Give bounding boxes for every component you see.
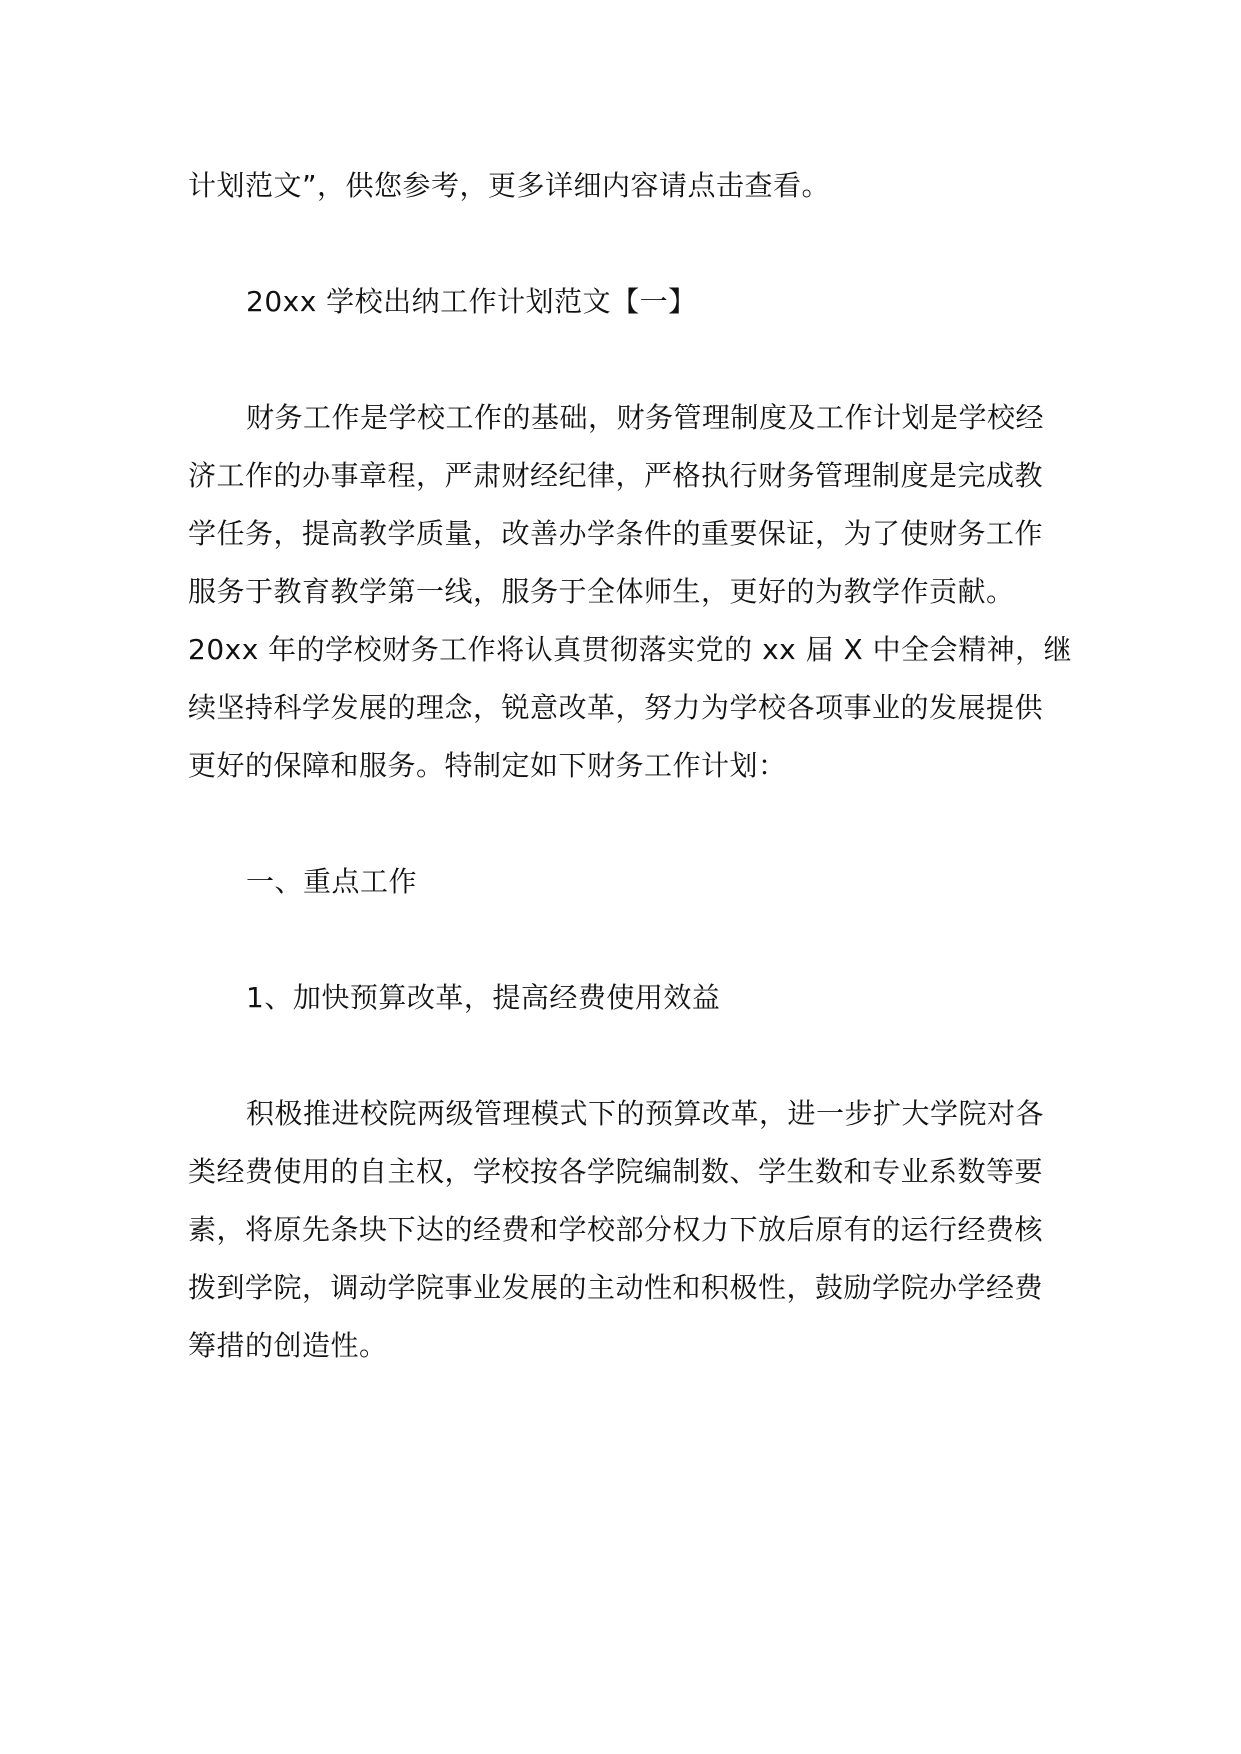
paragraph-line: 财务工作是学校工作的基础，财务管理制度及工作计划是学校经 xyxy=(246,401,1045,434)
paragraph-line: 拨到学院，调动学院事业发展的主动性和积极性，鼓励学院办学经费 xyxy=(188,1271,1044,1304)
paragraph-line: 服务于教育教学第一线，服务于全体师生，更好的为教学作贡献。 xyxy=(188,575,1015,608)
paragraph-line: 济工作的办事章程，严肃财经纪律，严格执行财务管理制度是完成教 xyxy=(188,459,1044,492)
section-title: 20xx 学校出纳工作计划范文【一】 xyxy=(246,285,697,318)
paragraph-line: 积极推进校院两级管理模式下的预算改革，进一步扩大学院对各 xyxy=(246,1097,1045,1130)
subheading-budget-reform: 1、加快预算改革，提高经费使用效益 xyxy=(246,981,721,1014)
paragraph-line: 学任务，提高教学质量，改善办学条件的重要保证，为了使财务工作 xyxy=(188,517,1044,550)
paragraph-line: 续坚持科学发展的理念，锐意改革，努力为学校各项事业的发展提供 xyxy=(188,691,1044,724)
heading-key-work: 一、重点工作 xyxy=(246,865,418,898)
paragraph-line: 更好的保障和服务。特制定如下财务工作计划： xyxy=(188,749,787,782)
paragraph-line: 素，将原先条块下达的经费和学校部分权力下放后原有的运行经费核 xyxy=(188,1213,1044,1246)
paragraph-line: 20xx 年的学校财务工作将认真贯彻落实党的 xx 届 X 中全会精神，继 xyxy=(188,633,1073,666)
paragraph-line: 筹措的创造性。 xyxy=(188,1329,388,1362)
paragraph-line: 类经费使用的自主权，学校按各学院编制数、学生数和专业系数等要 xyxy=(188,1155,1044,1188)
intro-tail-text: 计划范文”，供您参考，更多详细内容请点击查看。 xyxy=(188,169,831,202)
